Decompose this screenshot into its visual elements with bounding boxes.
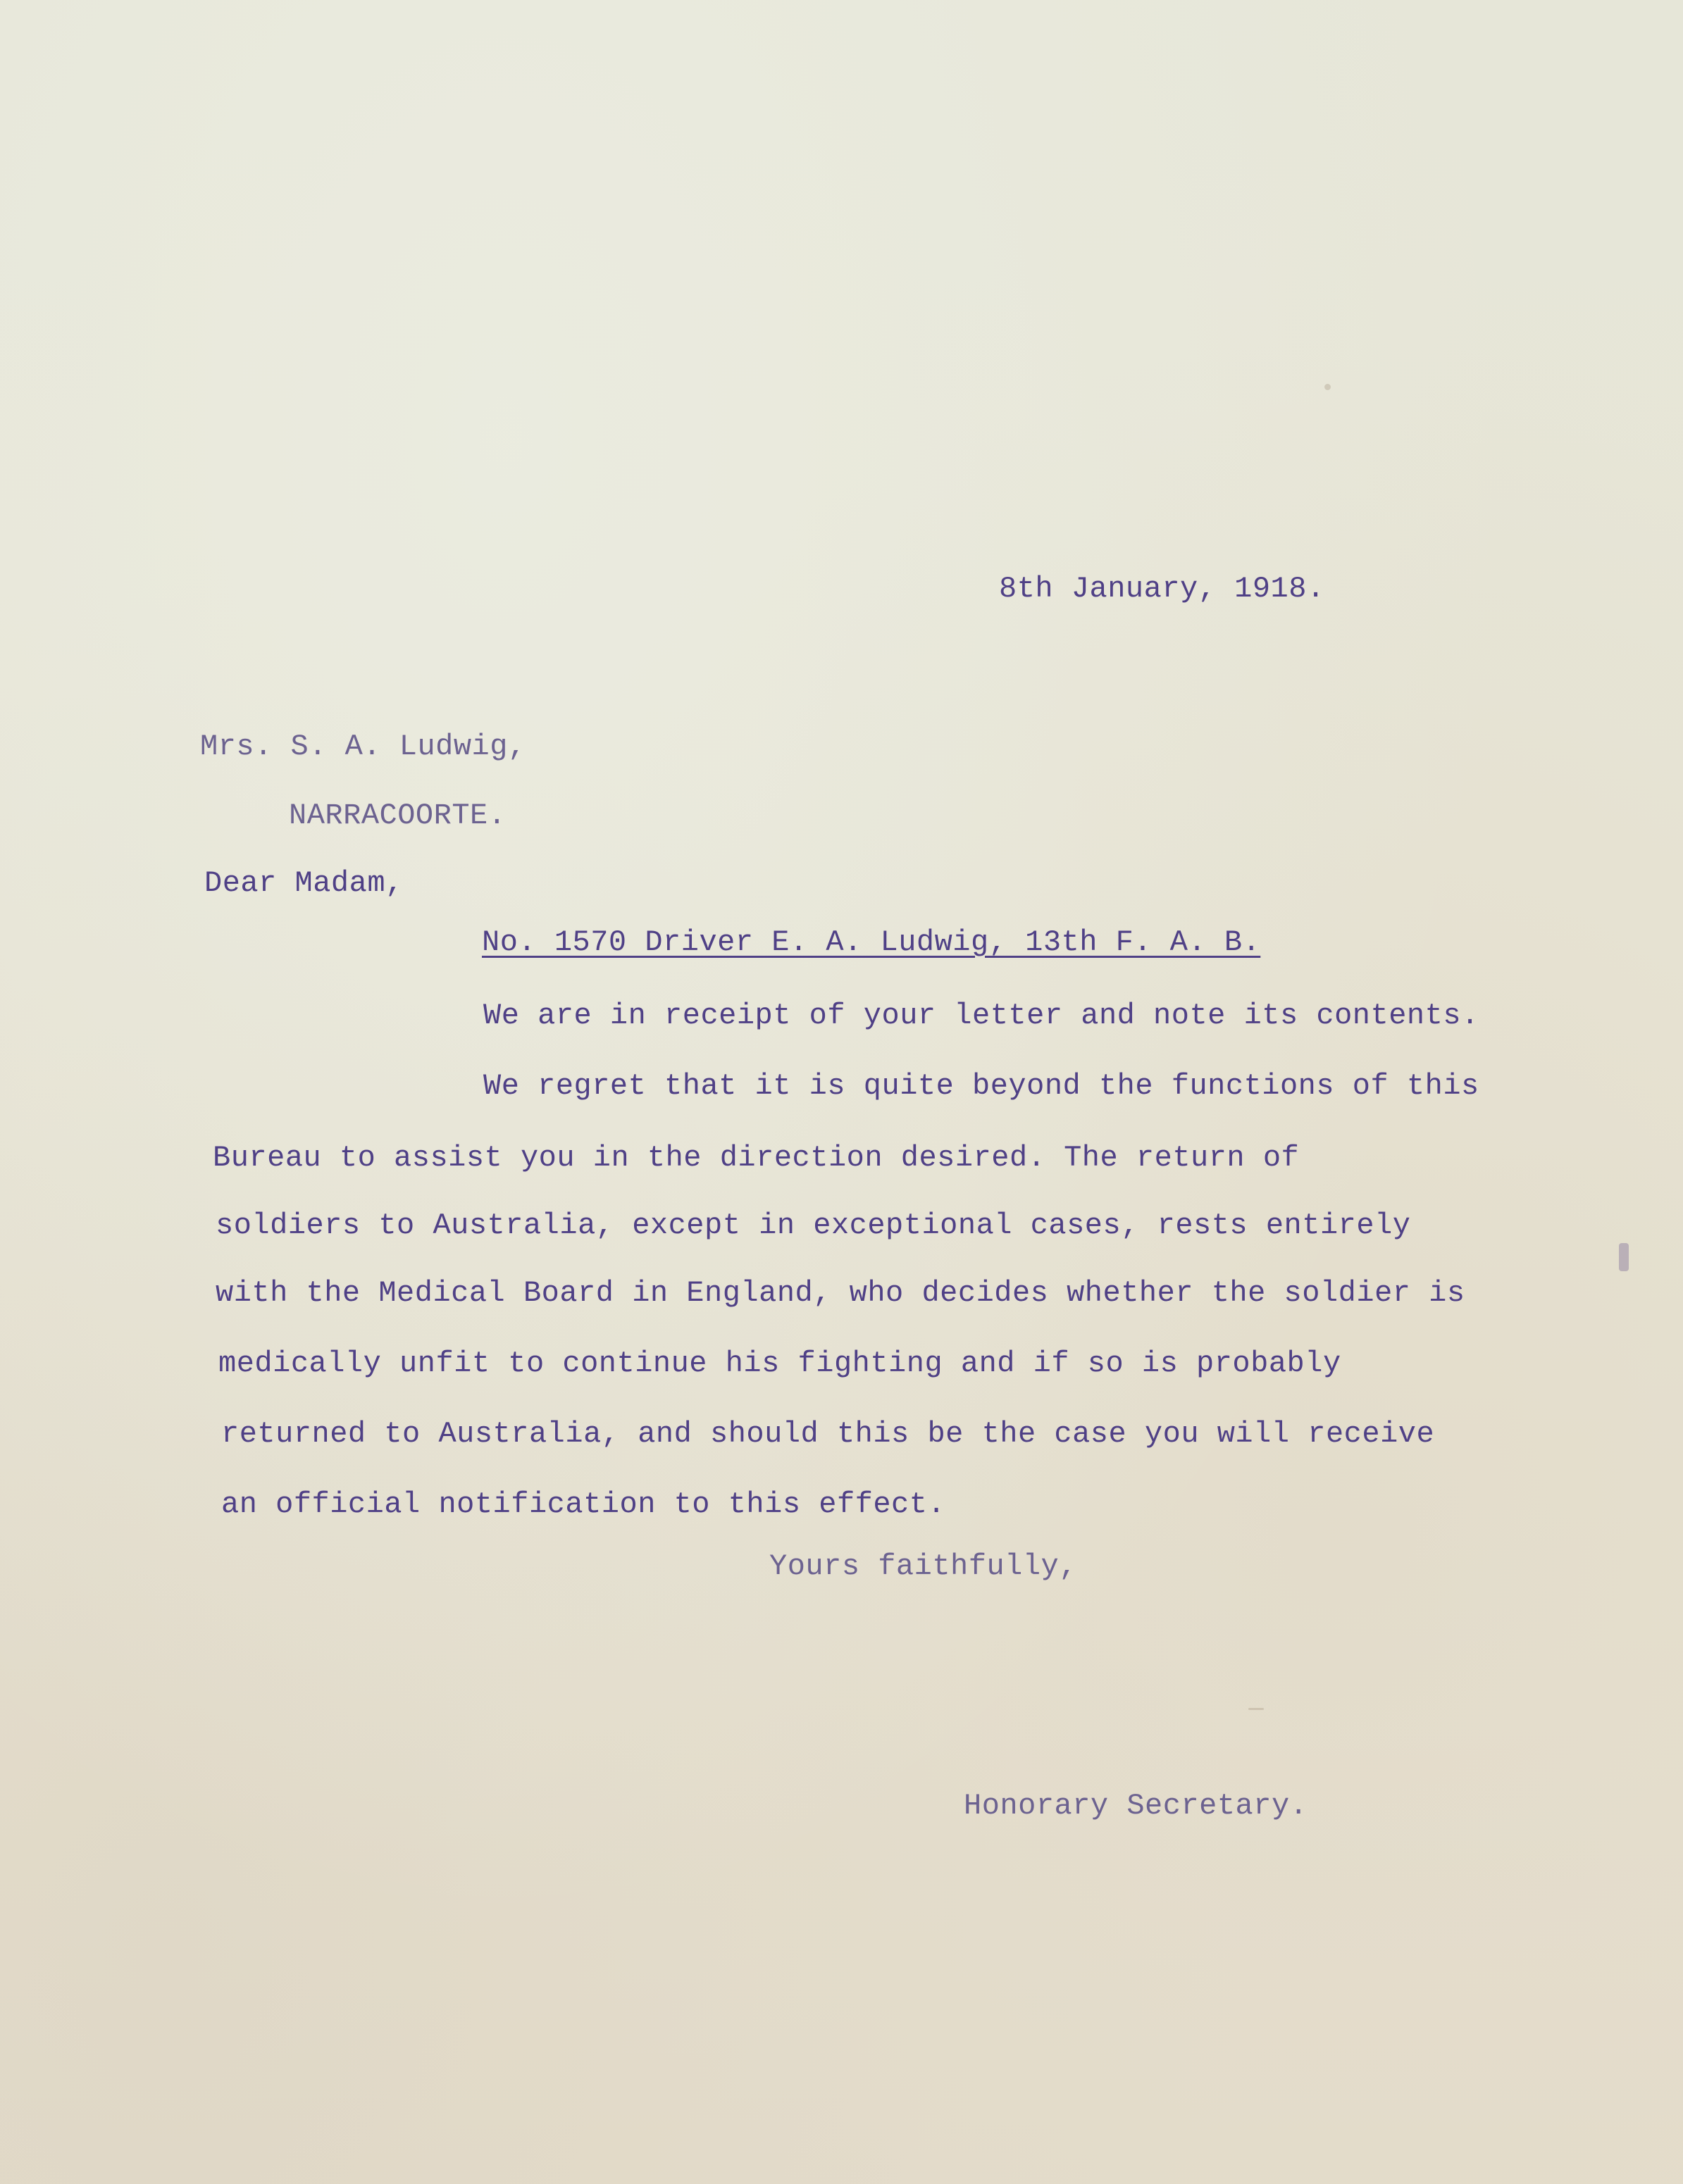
letter-date: 8th January, 1918. [999,572,1325,606]
body-line: We are in receipt of your letter and note its contents. [483,999,1479,1032]
signature-title: Honorary Secretary. [964,1789,1308,1823]
body-line: an official notification to this effect. [221,1487,946,1521]
recipient-place: NARRACOORTE. [289,799,507,832]
paper-speck [1248,1708,1264,1710]
letter-subject: No. 1570 Driver E. A. Ludwig, 13th F. A. B. [482,925,1261,959]
closing: Yours faithfully, [769,1549,1077,1583]
paper-speck [1619,1243,1629,1271]
body-line: We regret that it is quite beyond the functions of this [483,1069,1479,1103]
body-line: Bureau to assist you in the direction desired. The return of [213,1141,1300,1175]
body-line: medically unfit to continue his fighting and if so is probably [218,1347,1341,1380]
body-line: soldiers to Australia, except in exceptional cases, rests entirely [216,1209,1411,1242]
recipient-name: Mrs. S. A. Ludwig, [200,730,526,763]
body-line: with the Medical Board in England, who decides whether the soldier is [216,1276,1465,1310]
paper-speck [1324,384,1331,390]
body-line: returned to Australia, and should this be the case you will receive [221,1417,1435,1451]
salutation: Dear Madam, [204,866,404,900]
